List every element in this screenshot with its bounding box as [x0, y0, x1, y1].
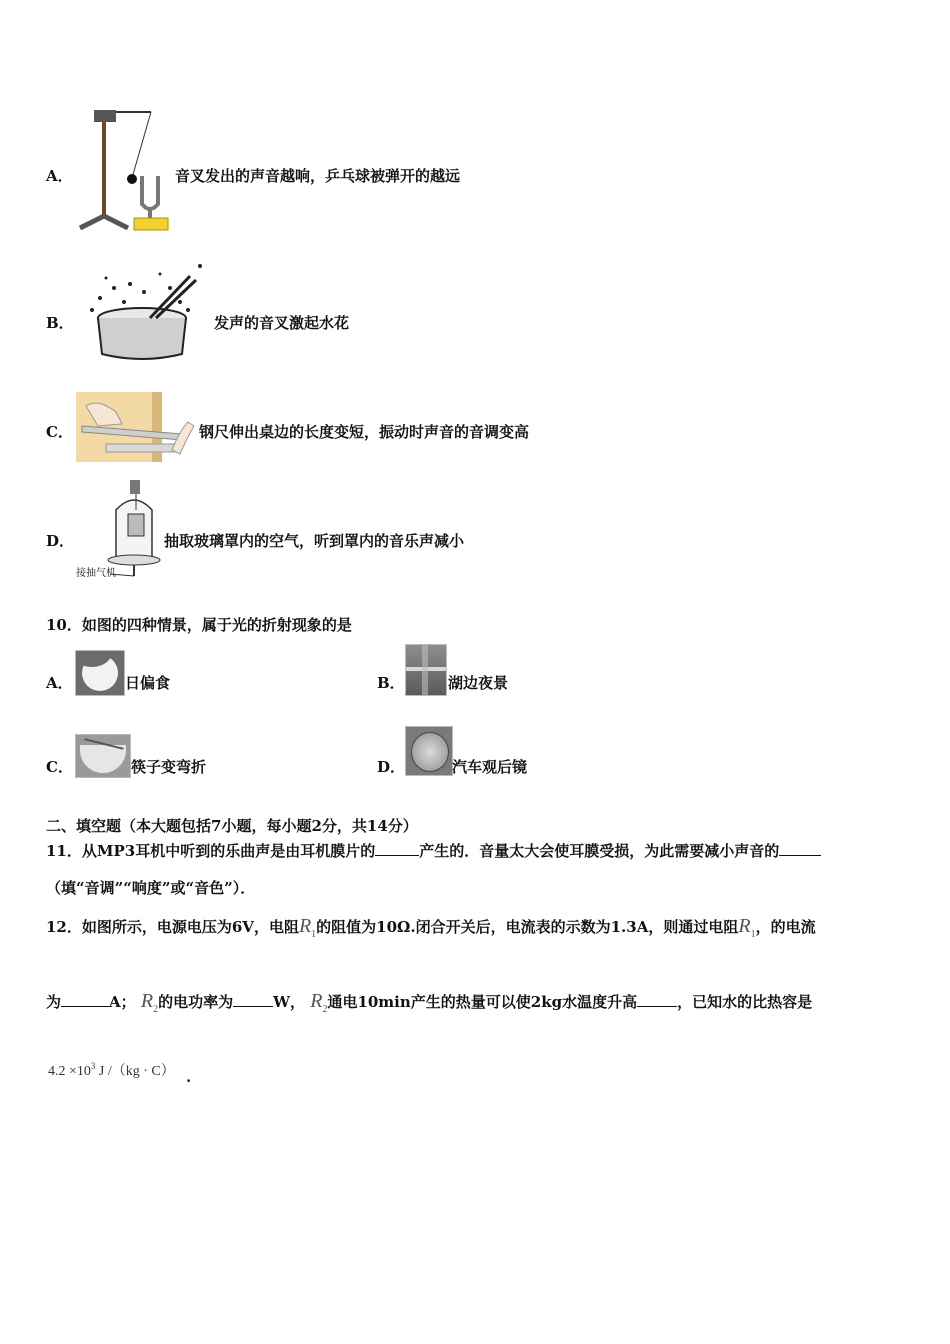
q12-end-mark: .	[186, 1068, 192, 1086]
q9-option-c-letter: C．	[46, 423, 73, 441]
r2-symbol-2: $R_2$	[310, 990, 328, 1015]
q12-text-3: ，的电流	[755, 918, 816, 936]
q9-option-a-text: 音叉发出的声音越响，乒乓球被弹开的越远	[175, 167, 461, 185]
q10-option-b-text: 湖边夜景	[448, 674, 509, 692]
q12-text-9: ，已知水的比热容是	[677, 993, 813, 1011]
tuning-fork-pendulum-figure	[76, 100, 174, 236]
q11-line-1	[46, 840, 821, 861]
q10-stem: 10．如图的四种情景，属于光的折射现象的是	[46, 616, 352, 634]
tuning-fork-water-splash-figure	[80, 258, 210, 362]
bent-chopstick-bowl-image	[75, 734, 131, 778]
q12-text-6: 的电功率为	[158, 993, 234, 1011]
q11-blank-1	[375, 841, 419, 856]
q12-text-7: W，	[273, 993, 305, 1011]
q12-text-4: 为	[46, 993, 62, 1011]
q11-text-2: 产生的．音量太大会使耳膜受损，为此需要减小声音的	[419, 842, 780, 860]
q11-line-2: （填“音调”“响度”或“音色”）．	[46, 879, 256, 897]
q12-blank-1	[61, 992, 109, 1007]
q12-text-1: 12．如图所示，电源电压为6V，电阻	[46, 918, 299, 936]
q9-option-a-letter: A．	[46, 167, 73, 185]
car-rearview-mirror-image	[405, 726, 453, 776]
q10-option-d-text: 汽车观后镜	[452, 758, 528, 776]
r1-symbol-2: $R_1$	[738, 915, 756, 940]
vacuum-pump-label: 接抽气机	[76, 568, 116, 579]
q10-option-b-letter: B．	[377, 674, 405, 692]
q9-option-b-text: 发声的音叉激起水花	[214, 314, 350, 332]
q9-option-d-text: 抽取玻璃罩内的空气，听到罩内的音乐声减小	[164, 532, 465, 550]
q10-option-d-letter: D．	[377, 758, 406, 776]
q12-text-5: A；	[109, 993, 136, 1011]
r1-symbol: $R_1$	[298, 915, 317, 940]
q12-text-8: 通电10min产生的热量可以使2kg水温度升高	[327, 993, 638, 1011]
q9-option-c-text: 钢尺伸出桌边的长度变短，振动时声音的音调变高	[199, 423, 530, 441]
q12-line-1	[46, 915, 816, 940]
lakeside-night-scene-image	[405, 644, 447, 696]
r2-symbol: $R_2$	[140, 990, 159, 1015]
q10-option-a-letter: A．	[46, 674, 73, 692]
q10-option-c-letter: C．	[46, 758, 73, 776]
section-heading: 二、填空题（本大题包括7小题，每小题2分，共14分）	[46, 817, 418, 835]
q11-text-1: 11．从MP3耳机中听到的乐曲声是由耳机膜片的	[46, 842, 376, 860]
q12-line-2	[46, 990, 812, 1015]
q11-blank-2	[779, 841, 821, 856]
q9-option-b-letter: B．	[46, 314, 74, 332]
q10-option-a-text: 日偏食	[125, 674, 171, 692]
q12-blank-2	[233, 992, 273, 1007]
q12-blank-3	[637, 992, 677, 1007]
specific-heat-formula: $4.2 \times 10^3$ J /（kg · C）	[48, 1061, 175, 1079]
q12-text-2: 的阻值为10Ω.闭合开关后，电流表的示数为1.3A，则通过电阻	[316, 918, 739, 936]
partial-solar-eclipse-image	[75, 650, 125, 696]
steel-ruler-desk-figure	[76, 392, 198, 462]
q10-option-c-text: 筷子变弯折	[131, 758, 207, 776]
q9-option-d-letter: D．	[46, 532, 75, 550]
